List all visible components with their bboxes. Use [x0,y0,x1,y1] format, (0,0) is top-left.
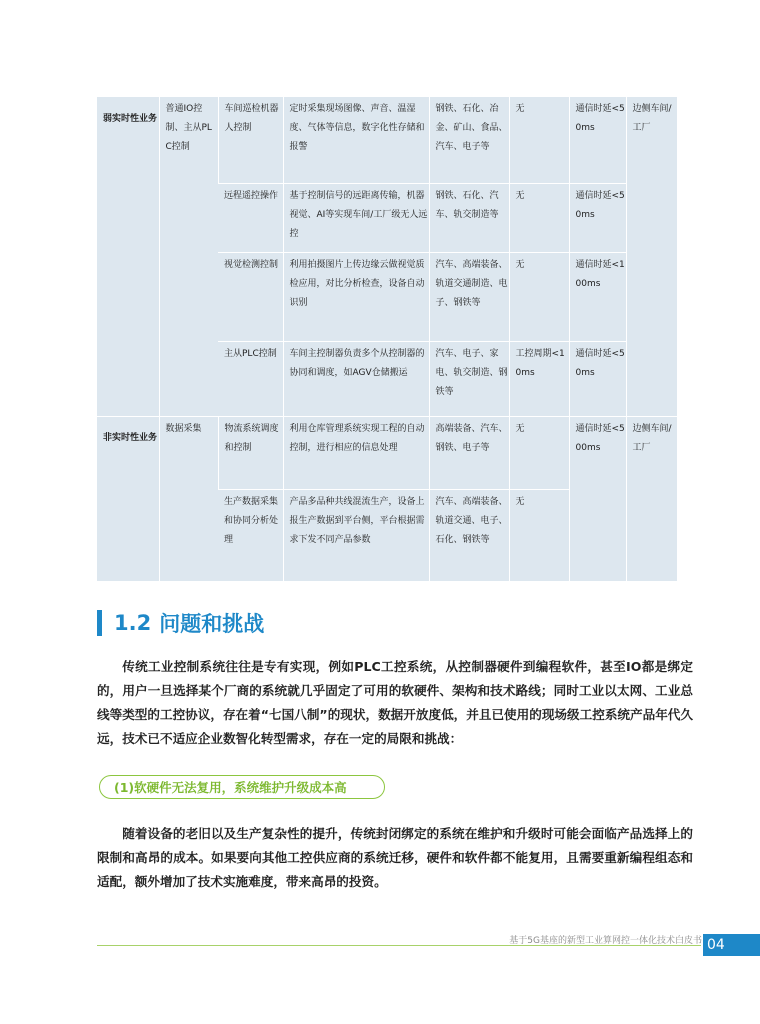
desc-cell: 利用拍摄图片上传边缘云做视觉质检应用，对比分析检查，设备自动识别 [283,252,429,341]
industry-cell: 钢铁、石化、汽车、轨交制造等 [429,183,509,252]
scenario-cell: 视觉检测控制 [218,252,283,341]
cycle-cell: 无 [509,97,569,183]
location-cell: 边侧车间/工厂 [626,416,677,581]
table-grid [97,97,677,581]
cycle-cell: 工控周期<10ms [509,341,569,416]
section-heading [97,608,264,638]
scenario-cell: 生产数据采集和协同分析处理 [218,489,283,581]
footer-title: 基于5G基座的新型工业算网控一体化技术白皮书 [509,936,702,946]
scenario-cell: 主从PLC控制 [218,341,283,416]
industry-cell: 钢铁、石化、冶金、矿山、食品、汽车、电子等 [429,97,509,183]
latency-cell: 通信时延<100ms [569,252,626,341]
latency-cell: 通信时延<50ms [569,341,626,416]
industry-cell: 汽车、高端装备、轨道交通、电子、石化、钢铁等 [429,489,509,581]
table-row [97,97,677,183]
category-cell: 弱实时性业务 [103,114,158,124]
table-row [97,416,677,489]
cycle-cell: 无 [509,416,569,489]
category-cell: 非实时性业务 [97,416,159,581]
industry-cell: 汽车、高端装备、轨道交通制造、电子、钢铁等 [429,252,509,341]
subheading-pill: (1)软硬件无法复用，系统维护升级成本高 [99,775,385,799]
desc-cell: 定时采集现场图像、声音、温湿度、气体等信息，数字化性存储和报警 [283,97,429,183]
latency-cell: 通信时延<50ms [569,97,626,183]
requirements-table [97,97,677,581]
section-title: 问题和挑战 [159,612,265,636]
desc-cell: 车间主控制器负责多个从控制器的协同和调度，如AGV仓储搬运 [283,341,429,416]
scenario-cell: 车间巡检机器人控制 [218,97,283,183]
desc-cell: 产品多品种共线混流生产，设备上报生产数据到平台侧，平台根据需求下发不同产品参数 [283,489,429,581]
desc-cell: 基于控制信号的远距离传输，机器视觉、AI等实现车间/工厂级无人远控 [283,183,429,252]
industry-cell: 汽车、电子、家电、轨交制造、钢铁等 [429,341,509,416]
body-paragraph: 随着设备的老旧以及生产复杂性的提升，传统封闭绑定的系统在维护和升级时可能会面临产品选择上的限制和高昂的成本。如果要向其他工控供应商的系统迁移，硬件和软件都不能复用，且需要重新编程组态和适配，额外增加了技术实施难度，带来高昂的投资。 [97,826,693,889]
section-number: 1.2 [114,611,152,635]
cycle-cell: 无 [509,183,569,252]
latency-cell: 通信时延<500ms [569,416,626,581]
scenario-cell: 物流系统调度和控制 [218,416,283,489]
cycle-cell: 无 [509,489,569,581]
type-cell: 普通IO控制、主从PLC控制 [159,97,218,416]
type-cell: 数据采集 [159,416,218,581]
desc-cell: 利用仓库管理系统实现工程的自动控制，进行相应的信息处理 [283,416,429,489]
scenario-cell: 远程遥控操作 [218,183,283,252]
location-cell: 边侧车间/工厂 [626,97,677,416]
body-paragraph: 传统工业控制系统往往是专有实现，例如PLC工控系统，从控制器硬件到编程软件，甚至IO都是绑定的，用户一旦选择某个厂商的系统就几乎固定了可用的软硬件、架构和技术路线；同时工业以太网、工业总线等类型的工控协议，存在着“七国八制”的现状，数据开放度低，并且已使用的现场级工控系统产品年代久远，技术已不适应企业数智化转型需求，存在一定的局限和挑战： [97,659,693,746]
industry-cell: 高端装备、汽车、钢铁、电子等 [429,416,509,489]
latency-cell: 通信时延<50ms [569,183,626,252]
cycle-cell: 无 [509,252,569,341]
page-number: 04 [703,934,760,956]
heading-bar [97,610,102,636]
